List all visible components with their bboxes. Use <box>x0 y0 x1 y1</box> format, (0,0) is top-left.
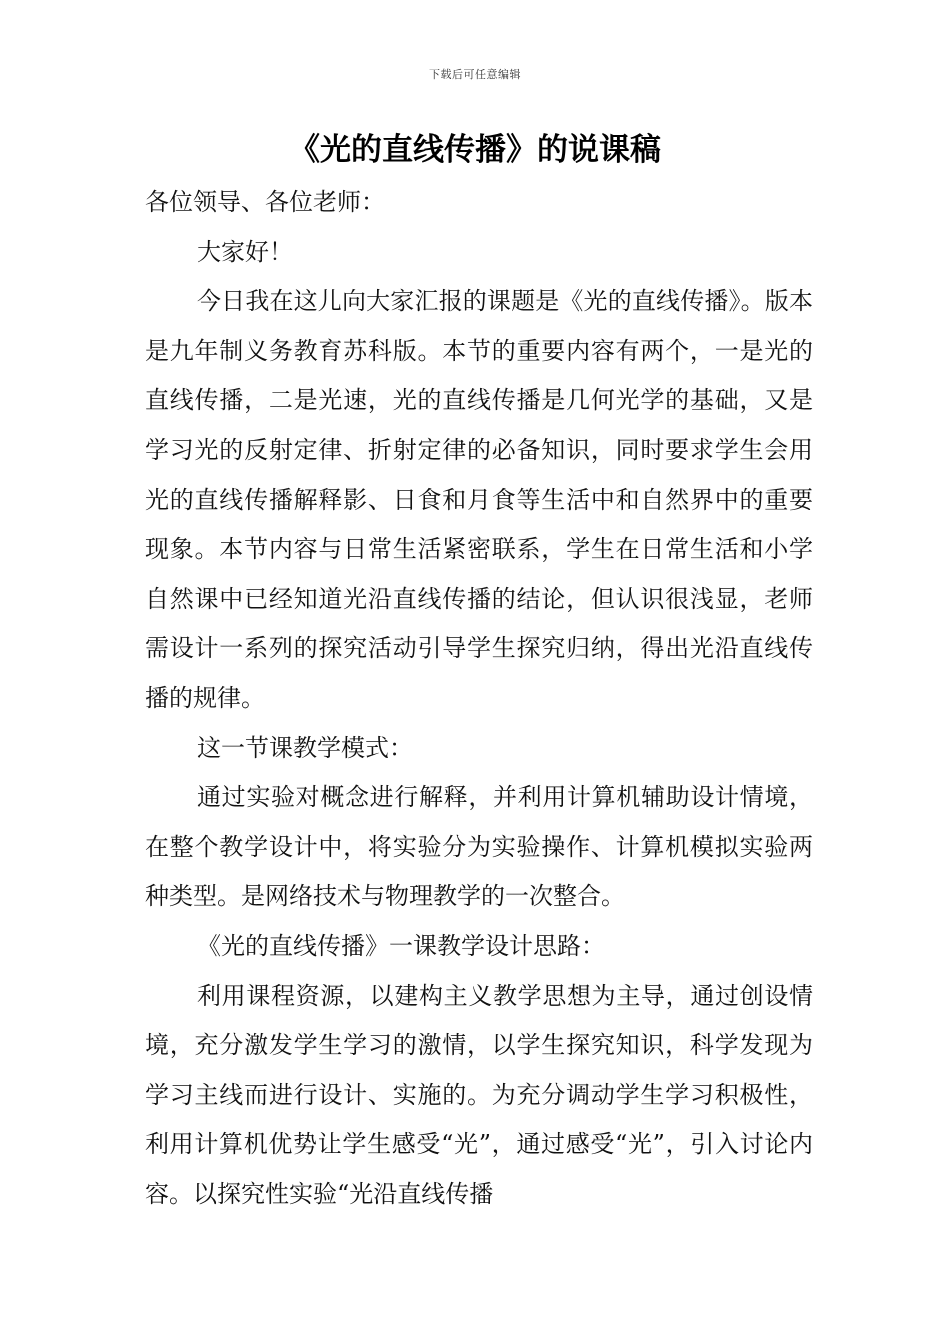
paragraph-teaching-mode: 通过实验对概念进行解释，并利用计算机辅助设计情境，在整个教学设计中，将实验分为实验操作、计算机模拟实验两种类型。是网络技术与物理教学的一次整合。 <box>145 783 813 911</box>
header-note: 下载后可任意编辑 <box>429 68 521 81</box>
paragraph-topic-intro: 今日我在这儿向大家汇报的课题是《光的直线传播》。版本是九年制义务教育苏科版。本节的重要内容有两个，一是光的直线传播，二是光速，光的直线传播是几何光学的基础，又是学习光的反射定律、折射定律的必备知识，同时要求学生会用光的直线传播解释影、日食和月食等生活中和自然界中的重要现象。本节内容与日常生活紧密联系，学生在日常生活和小学自然课中已经知道光沿直线传播的结论，但认识很浅显，老师需设计一系列的探究活动引导学生探究归纳，得出光沿直线传播的规律。 <box>145 287 813 712</box>
paragraph-design-heading: 《光的直线传播》一课教学设计思路： <box>197 931 605 960</box>
paragraph-design-ideas: 利用课程资源，以建构主义教学思想为主导，通过创设情境，充分激发学生学习的激情，以学生探究知识，科学发现为学习主线而进行设计、实施的。为充分调动学生学习积极性，利用计算机优势让学生感受“光”，通过感受“光”，引入讨论内容。以探究性实验“光沿直线传播 <box>145 981 813 1208</box>
paragraph-hello: 大家好！ <box>197 237 293 266</box>
paragraph-greeting: 各位领导、各位老师： <box>145 188 385 216</box>
paragraph-teaching-mode-heading: 这一节课教学模式： <box>197 733 413 762</box>
document-body <box>145 178 813 1219</box>
document-title: 《光的直线传播》的说课稿 <box>289 132 661 168</box>
